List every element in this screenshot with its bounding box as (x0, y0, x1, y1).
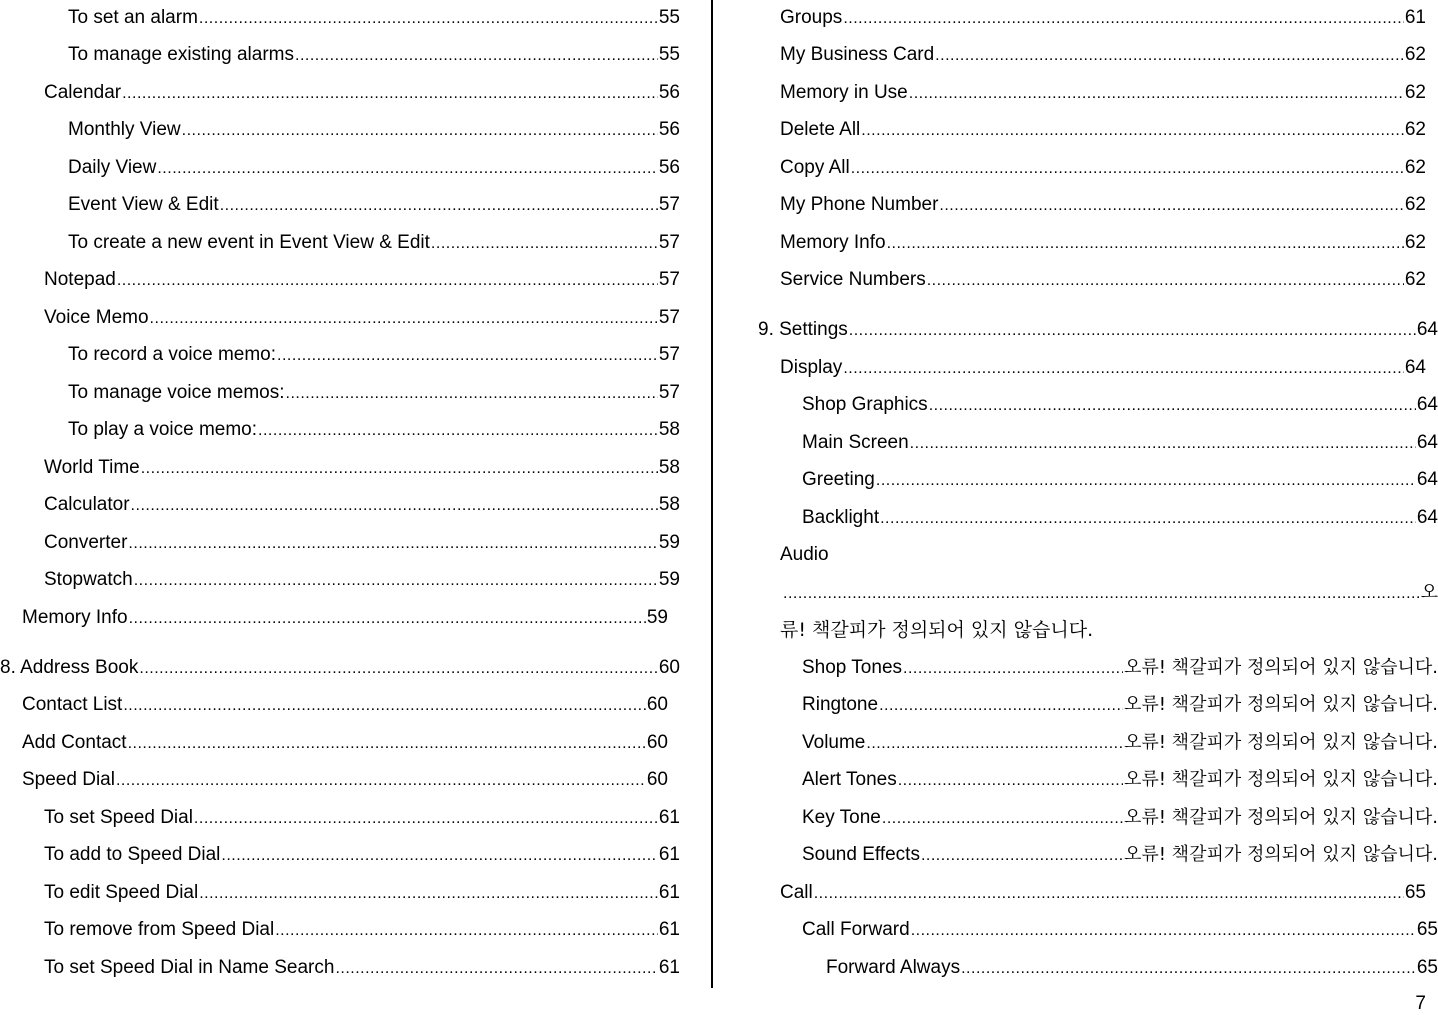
toc-entry-page: 61 (658, 919, 680, 940)
dot-leader (880, 506, 1416, 531)
toc-entry[interactable] (44, 955, 680, 981)
toc-entry[interactable] (802, 917, 1438, 943)
toc-entry-page: 64 (1416, 432, 1438, 453)
toc-entry-title: Copy All (780, 157, 850, 178)
toc-entry-title: To add to Speed Dial (44, 844, 221, 865)
dot-leader (939, 193, 1403, 218)
toc-entry[interactable] (780, 267, 1426, 293)
toc-entry-title: Sound Effects (802, 844, 920, 865)
toc-entry[interactable] (68, 380, 680, 406)
toc-entry[interactable] (802, 692, 1438, 718)
toc-entry-page: 61 (658, 844, 680, 865)
toc-entry-page: 65 (1416, 957, 1438, 978)
toc-entry[interactable] (802, 655, 1438, 681)
toc-entry-title: Key Tone (802, 807, 881, 828)
toc-entry-title: Voice Memo (44, 307, 149, 328)
dot-leader (277, 343, 658, 368)
toc-entry-title: Service Numbers (780, 269, 926, 290)
toc-entry-title: To manage existing alarms (68, 44, 294, 65)
dot-leader (910, 431, 1416, 456)
dot-leader (335, 956, 657, 981)
toc-entry-title: Converter (44, 532, 128, 553)
toc-entry-title: Daily View (68, 157, 157, 178)
toc-entry[interactable] (68, 192, 680, 218)
toc-entry[interactable] (802, 467, 1438, 493)
toc-entry-title: Main Screen (802, 432, 909, 453)
dot-leader (182, 118, 658, 143)
toc-entry-page: 64 (1416, 319, 1438, 340)
dot-leader (131, 493, 658, 518)
toc-entry[interactable] (68, 155, 680, 181)
toc-entry[interactable] (44, 455, 680, 481)
dot-leader (199, 881, 658, 906)
toc-entry-title: My Business Card (780, 44, 935, 65)
toc-entry-title: Delete All (780, 119, 861, 140)
dot-leader (129, 606, 646, 631)
toc-entry-title: Ringtone (802, 694, 879, 715)
toc-entry-page: 64 (1404, 357, 1426, 378)
toc-entry[interactable] (802, 392, 1438, 418)
dot-leader (141, 456, 658, 481)
toc-entry[interactable] (44, 567, 680, 593)
toc-entry[interactable] (68, 117, 680, 143)
toc-entry[interactable] (44, 917, 680, 943)
toc-entry-title: Shop Graphics (802, 394, 928, 415)
toc-entry[interactable] (68, 5, 680, 31)
toc-entry-title: Stopwatch (44, 569, 133, 590)
toc-entry[interactable] (780, 5, 1426, 31)
toc-entry-title: Calculator (44, 494, 130, 515)
bookmark-error-text: 류! 책갈피가 정의되어 있지 않습니다. (780, 619, 1094, 641)
page-number: 7 (1415, 993, 1426, 1014)
toc-entry[interactable] (44, 530, 680, 556)
toc-chapter-entry[interactable] (758, 317, 1438, 343)
toc-entry-title: Alert Tones (802, 769, 897, 790)
toc-entry-page: 65 (1416, 919, 1438, 940)
dot-leader (122, 81, 658, 106)
toc-entry-page: 59 (646, 607, 668, 628)
toc-entry[interactable] (22, 692, 668, 718)
toc-entry[interactable] (802, 805, 1438, 831)
toc-entry[interactable] (780, 155, 1426, 181)
toc-entry[interactable] (44, 80, 680, 106)
dot-leader (911, 918, 1416, 943)
toc-entry-page: 62 (1404, 194, 1426, 215)
toc-entry-page: 57 (658, 344, 680, 365)
toc-entry[interactable] (802, 430, 1438, 456)
toc-entry-title: Display (780, 357, 843, 378)
dot-leader (123, 693, 646, 718)
toc-entry-page: 64 (1416, 394, 1438, 415)
toc-entry[interactable] (44, 880, 680, 906)
toc-entry-title: Backlight (802, 507, 880, 528)
toc-entry-page: 62 (1404, 119, 1426, 140)
toc-entry[interactable] (780, 230, 1426, 256)
dot-leader (286, 381, 658, 406)
dot-leader (927, 268, 1404, 293)
toc-entry-title: Event View & Edit (68, 194, 219, 215)
toc-entry-page: 62 (1404, 157, 1426, 178)
dot-leader (258, 418, 658, 443)
toc-entry-title: World Time (44, 457, 140, 478)
toc-entry-page: 60 (646, 694, 668, 715)
toc-entry-page: 58 (658, 457, 680, 478)
toc-entry[interactable] (780, 192, 1426, 218)
toc-entry-page: 64 (1416, 507, 1438, 528)
dot-leader (898, 768, 1123, 793)
toc-entry-title: Call (780, 882, 813, 903)
dot-leader (843, 356, 1404, 381)
toc-entry[interactable] (780, 355, 1426, 381)
dot-leader (903, 656, 1123, 681)
toc-entry-page: 62 (1404, 232, 1426, 253)
toc-entry-page: 오류! 책갈피가 정의되어 있지 않습니다. (1123, 657, 1438, 678)
dot-leader (929, 393, 1416, 418)
toc-entry-page: 62 (1404, 82, 1426, 103)
toc-entry-title: Shop Tones (802, 657, 903, 678)
toc-entry-title: Calendar (44, 82, 122, 103)
toc-entry[interactable] (68, 42, 680, 68)
toc-entry[interactable] (68, 342, 680, 368)
dot-leader (879, 693, 1123, 718)
dot-leader (128, 731, 646, 756)
dot-leader (866, 731, 1123, 756)
dot-leader (275, 918, 658, 943)
toc-entry-title: To create a new event in Event View & Edit (68, 232, 430, 253)
dot-leader (851, 156, 1404, 181)
toc-entry-page: 61 (1404, 7, 1426, 28)
toc-entry-title: Memory in Use (780, 82, 908, 103)
dot-leader (861, 118, 1404, 143)
toc-entry[interactable] (780, 80, 1426, 106)
toc-entry-page: 56 (658, 119, 680, 140)
toc-entry[interactable] (22, 605, 668, 631)
toc-entry-page: 61 (658, 957, 680, 978)
toc-entry-page: 60 (646, 732, 668, 753)
dot-leader (961, 956, 1416, 981)
toc-entry-page: 61 (658, 807, 680, 828)
toc-entry[interactable] (44, 842, 680, 868)
dot-leader (909, 81, 1404, 106)
toc-entry-page: 60 (658, 657, 680, 678)
toc-entry-page: 55 (658, 7, 680, 28)
toc-entry-title: Memory Info (22, 607, 128, 628)
toc-entry-title: My Phone Number (780, 194, 939, 215)
dot-leader (194, 806, 658, 831)
dot-leader (117, 268, 658, 293)
toc-entry-title: To manage voice memos: (68, 382, 285, 403)
column-divider (711, 0, 713, 988)
toc-entry-page: 58 (658, 419, 680, 440)
toc-entry-page: 56 (658, 157, 680, 178)
toc-entry-page: 62 (1404, 44, 1426, 65)
toc-entry-page: 57 (658, 232, 680, 253)
dot-leader (116, 768, 646, 793)
dot-leader (843, 6, 1404, 31)
toc-entry-page: 57 (658, 194, 680, 215)
toc-entry-page: 65 (1404, 882, 1426, 903)
toc-entry-page: 57 (658, 307, 680, 328)
toc-entry-page: 61 (658, 882, 680, 903)
dot-leader (431, 231, 658, 256)
toc-entry-title: 8. Address Book (0, 657, 139, 678)
dot-leader (221, 843, 657, 868)
toc-chapter-entry[interactable] (0, 655, 680, 681)
toc-entry-page: 오류! 책갈피가 정의되어 있지 않습니다. (1123, 769, 1438, 790)
dot-leader (134, 568, 658, 593)
toc-entry[interactable] (44, 805, 680, 831)
dot-leader (887, 231, 1404, 256)
dot-leader (849, 318, 1416, 343)
dot-leader (295, 43, 658, 68)
toc-entry[interactable] (44, 267, 680, 293)
toc-entry-page: 오류! 책갈피가 정의되어 있지 않습니다. (1123, 844, 1438, 865)
dot-leader (882, 806, 1123, 831)
dot-leader (139, 656, 657, 681)
toc-entry[interactable] (802, 505, 1438, 531)
toc-entry-title: Notepad (44, 269, 116, 290)
toc-entry-page: 64 (1416, 469, 1438, 490)
toc-entry-title: Forward Always (826, 957, 961, 978)
toc-entry[interactable] (802, 767, 1438, 793)
toc-entry-page: 62 (1404, 269, 1426, 290)
toc-entry-page: 57 (658, 382, 680, 403)
toc-entry-title: Speed Dial (22, 769, 115, 790)
toc-entry[interactable] (802, 842, 1438, 868)
toc-entry[interactable] (826, 955, 1438, 981)
toc-entry[interactable] (22, 767, 668, 793)
toc-entry-title: To remove from Speed Dial (44, 919, 275, 940)
dot-leader (199, 6, 658, 31)
toc-entry-title: Groups (780, 7, 843, 28)
toc-entry-title[interactable]: Audio (780, 544, 829, 565)
toc-entry-title: To edit Speed Dial (44, 882, 199, 903)
toc-entry[interactable] (68, 230, 680, 256)
toc-entry-page: 오류! 책갈피가 정의되어 있지 않습니다. (1123, 694, 1438, 715)
toc-entry-page: 오 (1420, 582, 1438, 603)
toc-entry-page: 56 (658, 82, 680, 103)
dot-leader (783, 581, 1420, 606)
toc-entry-title: Greeting (802, 469, 875, 490)
toc-entry-title: To set Speed Dial (44, 807, 193, 828)
toc-entry-page: 57 (658, 269, 680, 290)
toc-entry[interactable] (780, 42, 1426, 68)
toc-entry-title: To record a voice memo: (68, 344, 277, 365)
toc-entry[interactable] (44, 305, 680, 331)
toc-entry-title: To set an alarm (68, 7, 198, 28)
toc-entry[interactable] (44, 492, 680, 518)
toc-entry-title: Memory Info (780, 232, 886, 253)
toc-entry-page: 오류! 책갈피가 정의되어 있지 않습니다. (1123, 732, 1438, 753)
toc-entry[interactable] (802, 730, 1438, 756)
toc-entry[interactable] (22, 730, 668, 756)
toc-entry-title: Monthly View (68, 119, 181, 140)
dot-leader (876, 468, 1416, 493)
toc-entry-title: Contact List (22, 694, 123, 715)
dot-leader (935, 43, 1404, 68)
toc-entry-title: Call Forward (802, 919, 910, 940)
dot-leader (921, 843, 1123, 868)
toc-entry[interactable] (68, 417, 680, 443)
toc-leader-line (782, 580, 1438, 606)
toc-entry-page: 59 (658, 532, 680, 553)
toc-entry-page: 55 (658, 44, 680, 65)
toc-entry[interactable] (780, 880, 1426, 906)
toc-entry-title: 9. Settings (758, 319, 848, 340)
toc-entry-page: 60 (646, 769, 668, 790)
toc-entry-page: 58 (658, 494, 680, 515)
toc-entry[interactable] (780, 117, 1426, 143)
toc-entry-page: 오류! 책갈피가 정의되어 있지 않습니다. (1123, 807, 1438, 828)
toc-entry-title: To set Speed Dial in Name Search (44, 957, 335, 978)
toc-entry-title: Volume (802, 732, 866, 753)
toc-entry-page: 59 (658, 569, 680, 590)
toc-entry-title: To play a voice memo: (68, 419, 258, 440)
dot-leader (157, 156, 658, 181)
dot-leader (220, 193, 658, 218)
dot-leader (150, 306, 658, 331)
toc-entry-title: Add Contact (22, 732, 127, 753)
dot-leader (128, 531, 657, 556)
dot-leader (814, 881, 1404, 906)
